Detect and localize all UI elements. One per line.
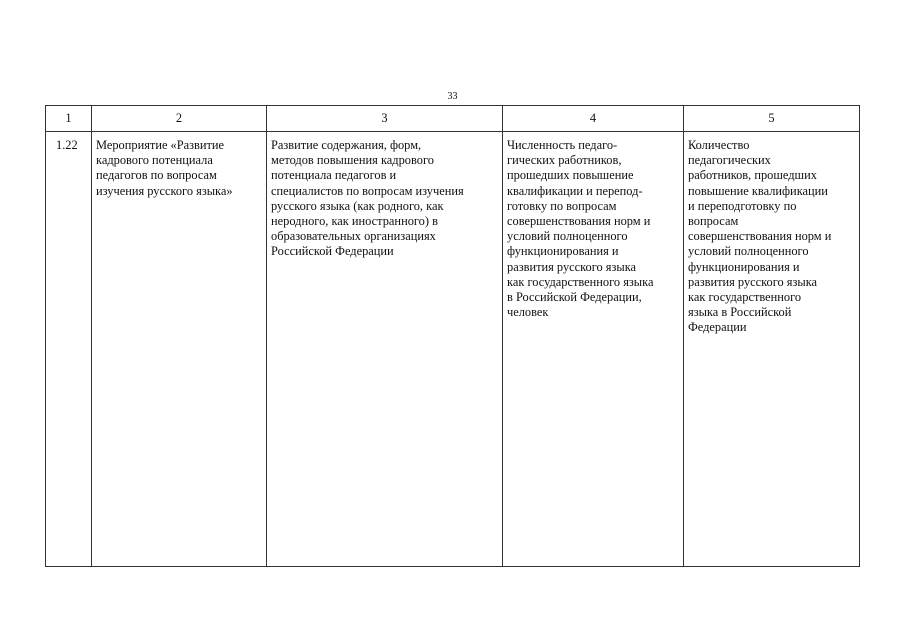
indicator-cell — [503, 132, 684, 567]
result-line: развития русского языка — [688, 274, 818, 289]
indicator-line: в Российской Федерации, — [507, 290, 642, 305]
event-line: изучения русского языка» — [96, 183, 233, 198]
content-line: неродного, как иностранного) в — [271, 214, 438, 229]
result-line: педагогических — [688, 153, 771, 168]
content-line: Развитие содержания, форм, — [271, 138, 422, 152]
content-line: методов повышения кадрового — [271, 153, 434, 168]
event-cell — [92, 132, 267, 567]
table-header-row — [46, 106, 860, 132]
content-line: потенциала педагогов и — [271, 168, 397, 183]
column-header-3: 3 — [267, 106, 503, 132]
table-row — [46, 132, 860, 567]
row-number-cell: 1.22 — [46, 132, 92, 567]
column-header-4: 4 — [503, 106, 684, 132]
result-line: условий полноценного — [688, 244, 809, 259]
indicator-line: совершенствования норм и — [507, 214, 651, 229]
result-line: языка в Российской — [688, 305, 792, 320]
event-line: Мероприятие «Развитие — [96, 138, 225, 152]
result-line: повышение квалификации — [688, 183, 828, 198]
result-line: вопросам — [688, 214, 739, 229]
indicator-line: квалификации и перепод- — [507, 183, 643, 198]
result-line: совершенствования норм и — [688, 229, 832, 244]
result-line: Федерации — [688, 320, 747, 335]
column-header-5: 5 — [684, 106, 860, 132]
document-table — [45, 105, 860, 567]
result-line: и переподготовку по — [688, 198, 797, 213]
content-line: специалистов по вопросам изучения — [271, 183, 464, 198]
event-line: кадрового потенциала — [96, 153, 213, 168]
page-number: 33 — [447, 91, 458, 102]
result-line: работников, прошедших — [688, 168, 817, 183]
indicator-line: человек — [507, 305, 549, 320]
result-line: Количество — [688, 138, 750, 152]
indicator-line: прошедших повышение — [507, 168, 634, 183]
content-line: русского языка (как родного, как — [271, 198, 444, 213]
result-line: функционирования и — [688, 259, 800, 274]
indicator-line: как государственного языка — [507, 274, 654, 289]
result-line: как государственного — [688, 290, 802, 305]
column-header-2: 2 — [92, 106, 267, 132]
indicator-line: функционирования и — [507, 244, 619, 259]
indicator-line: гических работников, — [507, 153, 622, 168]
content-cell — [267, 132, 503, 567]
content-line: Российской Федерации — [271, 244, 394, 259]
indicator-line: развития русского языка — [507, 259, 637, 274]
result-cell — [684, 132, 860, 567]
indicator-line: готовку по вопросам — [507, 198, 617, 213]
event-line: педагогов по вопросам — [96, 168, 217, 183]
indicator-line: Численность педаго- — [507, 138, 618, 152]
content-line: образовательных организациях — [271, 229, 436, 244]
column-header-1: 1 — [46, 106, 92, 132]
indicator-line: условий полноценного — [507, 229, 628, 244]
